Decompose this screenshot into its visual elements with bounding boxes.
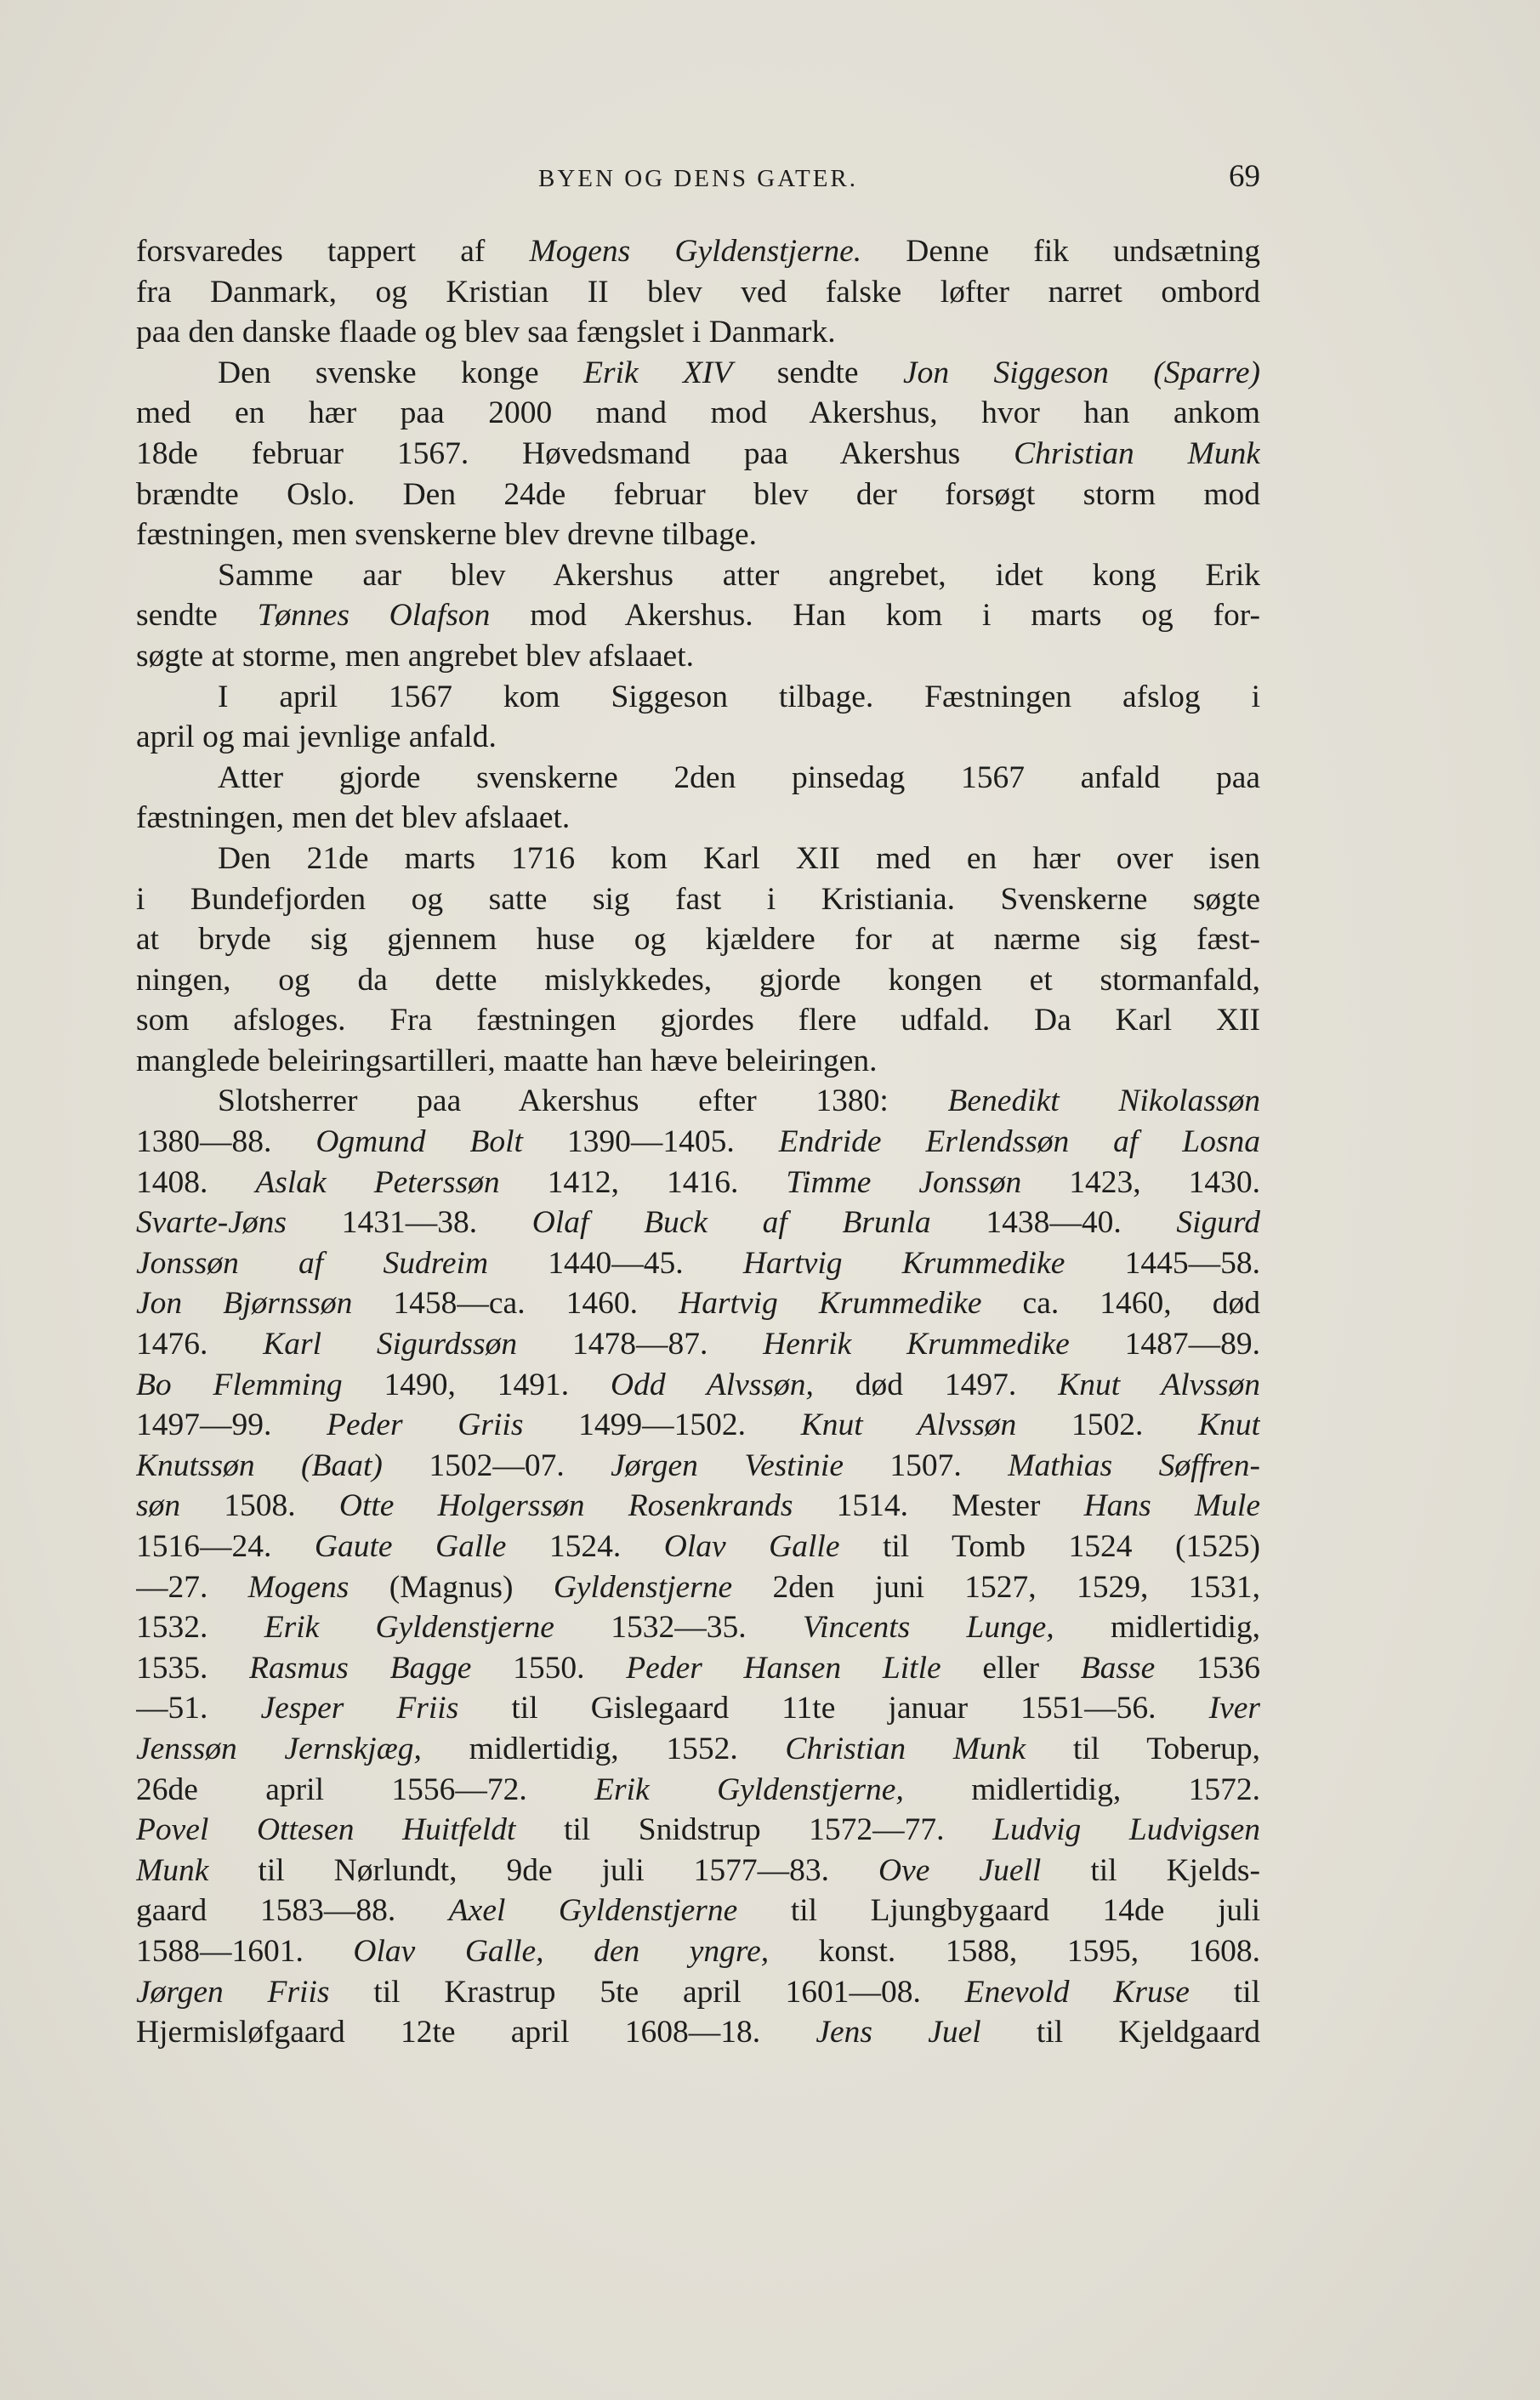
text-line [136, 1243, 1260, 1284]
text-segment: midlertidig, 1552. [421, 1731, 786, 1766]
text-segment: 1532—35. [554, 1610, 803, 1646]
text-segment: 1490, 1491. [342, 1367, 611, 1402]
text-segment: 1497—99. [136, 1408, 327, 1443]
text-line [136, 2012, 1260, 2053]
text-segment: 1440—45. [488, 1245, 743, 1281]
text-segment: 1499—1502. [523, 1408, 801, 1443]
text-line [136, 312, 1260, 353]
text-line [136, 879, 1260, 920]
italic-name-segment: Gaute Galle [314, 1529, 507, 1564]
text-segment: søgte at storme, men angrebet blev afslaaet. [136, 638, 694, 674]
text-segment: 1408. [136, 1164, 256, 1200]
text-line [136, 1163, 1260, 1203]
text-segment: 1524. [506, 1529, 664, 1564]
text-segment: 1390—1405. [522, 1124, 779, 1160]
text-segment: fæstningen, men det blev afslaaet. [136, 800, 571, 836]
text-segment: —51. [136, 1691, 261, 1726]
italic-name-segment: Jon Bjørnssøn [136, 1286, 353, 1322]
text-segment: 1514. Mester [793, 1488, 1084, 1524]
italic-name-segment: Erik Gyldenstjerne, [594, 1772, 904, 1807]
text-segment: til Gislegaard 11te januar 1551—56. [458, 1691, 1209, 1726]
text-segment: 1535. [136, 1650, 250, 1686]
italic-name-segment: Mogens [247, 1569, 349, 1605]
text-line [136, 1527, 1260, 1567]
text-line [136, 1891, 1260, 1931]
text-segment: ningen, og da dette mislykkedes, gjorde kongen et stormanfald, [136, 962, 1260, 998]
text-segment: 1516—24. [136, 1529, 315, 1564]
text-line [136, 839, 1260, 879]
text-segment: som afsloges. Fra fæstningen gjordes flere udfald. Da Karl XII [136, 1003, 1260, 1038]
italic-name-segment: Bo Flemming [136, 1367, 343, 1402]
text-segment: 1476. [136, 1327, 264, 1362]
text-segment: paa den danske flaade og blev saa fængslet i Danmark. [136, 315, 836, 350]
italic-name-segment: Hans Mule [1083, 1488, 1260, 1524]
text-line [136, 677, 1260, 718]
italic-name-segment: Olav Galle [663, 1529, 840, 1564]
italic-name-segment: Olav Galle, den yngre, [353, 1933, 770, 1969]
text-line [136, 434, 1260, 475]
text-segment: Samme aar blev Akershus atter angrebet, idet kong Erik [218, 557, 1260, 593]
text-segment: 26de april 1556—72. [136, 1772, 595, 1807]
italic-name-segment: Rasmus Bagge [249, 1650, 472, 1686]
text-line [136, 475, 1260, 515]
italic-name-segment: Benedikt Nikolassøn [947, 1083, 1260, 1119]
text-line [136, 1851, 1260, 1891]
text-segment: 1412, 1416. [499, 1164, 787, 1200]
italic-name-segment: Vincents Lunge, [802, 1610, 1054, 1646]
text-segment: med en hær paa 2000 mand mod Akershus, hvor han ankom [136, 395, 1260, 431]
italic-name-segment: Jenssøn Jernskjæg, [136, 1731, 422, 1766]
text-line [136, 231, 1260, 272]
italic-name-segment: Erik Gyldenstjerne [264, 1610, 554, 1646]
text-line [136, 1770, 1260, 1811]
italic-name-segment: Jon Siggeson (Sparre) [902, 355, 1260, 390]
italic-name-segment: søn [136, 1488, 181, 1524]
text-line [136, 1446, 1260, 1487]
text-segment: 1502. [1016, 1408, 1199, 1443]
text-segment: til Kjelds- [1041, 1852, 1260, 1888]
italic-name-segment: Otte Holgerssøn Rosenkrands [338, 1488, 793, 1524]
text-segment: Denne fik undsætning [861, 234, 1260, 269]
text-line [136, 1203, 1260, 1243]
text-line [136, 1000, 1260, 1041]
text-line [136, 1365, 1260, 1406]
italic-name-segment: Basse [1080, 1650, 1156, 1686]
italic-name-segment: Peder Hansen Litle [626, 1650, 941, 1686]
text-line [136, 1122, 1260, 1163]
text-segment: midlertidig, [1054, 1610, 1260, 1646]
text-segment: april og mai jevnlige anfald. [136, 719, 497, 755]
text-line [136, 1931, 1260, 1972]
text-line [136, 1486, 1260, 1527]
text-segment: gaard 1583—88. [136, 1893, 449, 1929]
italic-name-segment: Aslak Peterssøn [255, 1164, 500, 1200]
text-segment: 1431—38. [287, 1205, 532, 1241]
text-line [136, 1283, 1260, 1324]
body-text [136, 231, 1260, 2053]
text-line [136, 1729, 1260, 1770]
italic-name-segment: Timme Jonssøn [786, 1164, 1022, 1200]
text-segment: Slotsherrer paa Akershus efter 1380: [218, 1083, 948, 1119]
italic-name-segment: Jonssøn af Sudreim [136, 1245, 489, 1281]
text-line [136, 1041, 1260, 1082]
text-segment: 1502—07. [382, 1447, 611, 1483]
italic-name-segment: Jens Juel [815, 2015, 981, 2050]
text-line [136, 758, 1260, 799]
text-segment: Den 21de marts 1716 kom Karl XII med en hær over isen [218, 840, 1260, 876]
text-segment: til [1189, 1974, 1260, 2010]
text-line [136, 555, 1260, 596]
text-segment: til Tomb 1524 (1525) [839, 1529, 1260, 1564]
text-line [136, 1810, 1260, 1851]
text-segment: 18de februar 1567. Høvedsmand paa Akershus [136, 435, 1014, 471]
text-line [136, 272, 1260, 313]
text-segment: Den svenske konge [218, 355, 584, 390]
text-segment: midlertidig, 1572. [903, 1772, 1260, 1807]
text-line [136, 515, 1260, 555]
italic-name-segment: Karl Sigurdssøn [263, 1327, 518, 1362]
text-line [136, 960, 1260, 1001]
text-segment: 1550. [471, 1650, 627, 1686]
text-line [136, 1405, 1260, 1446]
text-segment: (Magnus) [349, 1569, 554, 1605]
text-segment: forsvaredes tappert af [136, 234, 530, 269]
running-header [136, 158, 1260, 201]
italic-name-segment: Ludvig Ludvigsen [992, 1812, 1260, 1848]
text-line [136, 1688, 1260, 1729]
text-line [136, 636, 1260, 677]
text-segment: 1458—ca. 1460. [352, 1286, 679, 1322]
page-number: 69 [1229, 159, 1260, 194]
text-segment: 1532. [136, 1610, 264, 1646]
text-segment: i Bundefjorden og satte sig fast i Kristiania. Svenskerne søgte [136, 881, 1260, 917]
text-segment: 1478—87. [517, 1327, 764, 1362]
text-segment: I april 1567 kom Siggeson tilbage. Fæstningen afslog i [218, 679, 1260, 714]
text-segment: eller [940, 1650, 1081, 1686]
text-line [136, 393, 1260, 434]
text-segment: mod Akershus. Han kom i marts og for- [490, 598, 1260, 634]
text-segment: brændte Oslo. Den 24de februar blev der forsøgt storm mod [136, 476, 1260, 512]
italic-name-segment: Hartvig Krummedike [679, 1286, 982, 1322]
italic-name-segment: Mogens Gyldenstjerne. [529, 234, 862, 269]
italic-name-segment: Tønnes Olafson [257, 598, 491, 634]
text-segment: Atter gjorde svenskerne 2den pinsedag 1567 anfald paa [218, 759, 1260, 795]
running-title: BYEN OG DENS GATER. [538, 165, 858, 192]
italic-name-segment: Christian Munk [1014, 435, 1260, 471]
italic-name-segment: Jørgen Vestinie [611, 1447, 844, 1483]
italic-name-segment: Knut Alvssøn [800, 1408, 1017, 1443]
text-segment: —27. [136, 1569, 248, 1605]
text-line [136, 1081, 1260, 1122]
italic-name-segment: Hartvig Krummedike [742, 1245, 1065, 1281]
text-line [136, 1648, 1260, 1689]
text-segment: til Krastrup 5te april 1601—08. [329, 1974, 965, 2010]
text-segment: til Ljungbygaard 14de juli [737, 1893, 1260, 1929]
italic-name-segment: Axel Gyldenstjerne [448, 1893, 738, 1929]
text-segment: konst. 1588, 1595, 1608. [769, 1933, 1260, 1969]
italic-name-segment: Sigurd [1176, 1205, 1260, 1241]
italic-name-segment: Christian Munk [785, 1731, 1026, 1766]
italic-name-segment: Olaf Buck af Brunla [531, 1205, 931, 1241]
italic-name-segment: Ove Juell [878, 1852, 1042, 1888]
text-segment: 1380—88. [136, 1124, 316, 1160]
text-line [136, 1567, 1260, 1608]
text-segment: 1507. [843, 1447, 1009, 1483]
text-segment: 1536 [1155, 1650, 1260, 1686]
italic-name-segment: Jesper Friis [260, 1691, 459, 1726]
text-segment: fra Danmark, og Kristian II blev ved falske løfter narret ombord [136, 274, 1260, 310]
text-line [136, 1324, 1260, 1365]
italic-name-segment: Jørgen Friis [136, 1974, 330, 2010]
italic-name-segment: Mathias Søffren- [1008, 1447, 1260, 1483]
text-segment: til Kjeldgaard [980, 2015, 1260, 2050]
text-line [136, 1607, 1260, 1648]
text-segment: til Toberup, [1026, 1731, 1260, 1766]
italic-name-segment: Knutssøn (Baat) [136, 1447, 383, 1483]
italic-name-segment: Henrik Krummedike [763, 1327, 1070, 1362]
italic-name-segment: Peder Griis [327, 1408, 524, 1443]
text-line [136, 353, 1260, 394]
text-segment: 1438—40. [930, 1205, 1177, 1241]
text-segment: død 1497. [813, 1367, 1059, 1402]
italic-name-segment: Povel Ottesen Huitfeldt [136, 1812, 516, 1848]
text-segment: 1588—1601. [136, 1933, 354, 1969]
text-segment: at bryde sig gjennem huse og kjældere for at nærme sig fæst- [136, 922, 1260, 958]
text-line [136, 1972, 1260, 2013]
text-segment: ca. 1460, død [981, 1286, 1260, 1322]
italic-name-segment: Svarte-Jøns [136, 1205, 287, 1241]
text-segment: 2den juni 1527, 1529, 1531, [732, 1569, 1260, 1605]
text-segment: til Snidstrup 1572—77. [515, 1812, 993, 1848]
italic-name-segment: Munk [136, 1852, 209, 1888]
text-line [136, 919, 1260, 960]
text-segment: 1445—58. [1065, 1245, 1260, 1281]
text-segment: 1508. [180, 1488, 339, 1524]
text-line [136, 798, 1260, 839]
text-line [136, 717, 1260, 758]
text-segment: Hjermisløfgaard 12te april 1608—18. [136, 2015, 816, 2050]
italic-name-segment: Erik XIV [583, 355, 733, 390]
text-segment: 1487—89. [1069, 1327, 1260, 1362]
text-segment: til Nørlundt, 9de juli 1577—83. [208, 1852, 879, 1888]
text-segment: sendte [136, 598, 258, 634]
italic-name-segment: Endride Erlendssøn af Losna [778, 1124, 1260, 1160]
italic-name-segment: Odd Alvssøn, [611, 1367, 814, 1402]
italic-name-segment: Knut [1198, 1408, 1260, 1443]
italic-name-segment: Knut Alvssøn [1058, 1367, 1260, 1402]
text-segment: manglede beleiringsartilleri, maatte han hæve beleiringen. [136, 1043, 878, 1078]
italic-name-segment: Gyldenstjerne [553, 1569, 733, 1605]
text-segment: fæstningen, men svenskerne blev drevne tilbage. [136, 517, 758, 553]
italic-name-segment: Ogmund Bolt [315, 1124, 523, 1160]
text-line [136, 595, 1260, 636]
italic-name-segment: Enevold Kruse [964, 1974, 1190, 2010]
text-segment: sendte [732, 355, 903, 390]
text-segment: 1423, 1430. [1021, 1164, 1260, 1200]
italic-name-segment: Iver [1208, 1691, 1260, 1726]
